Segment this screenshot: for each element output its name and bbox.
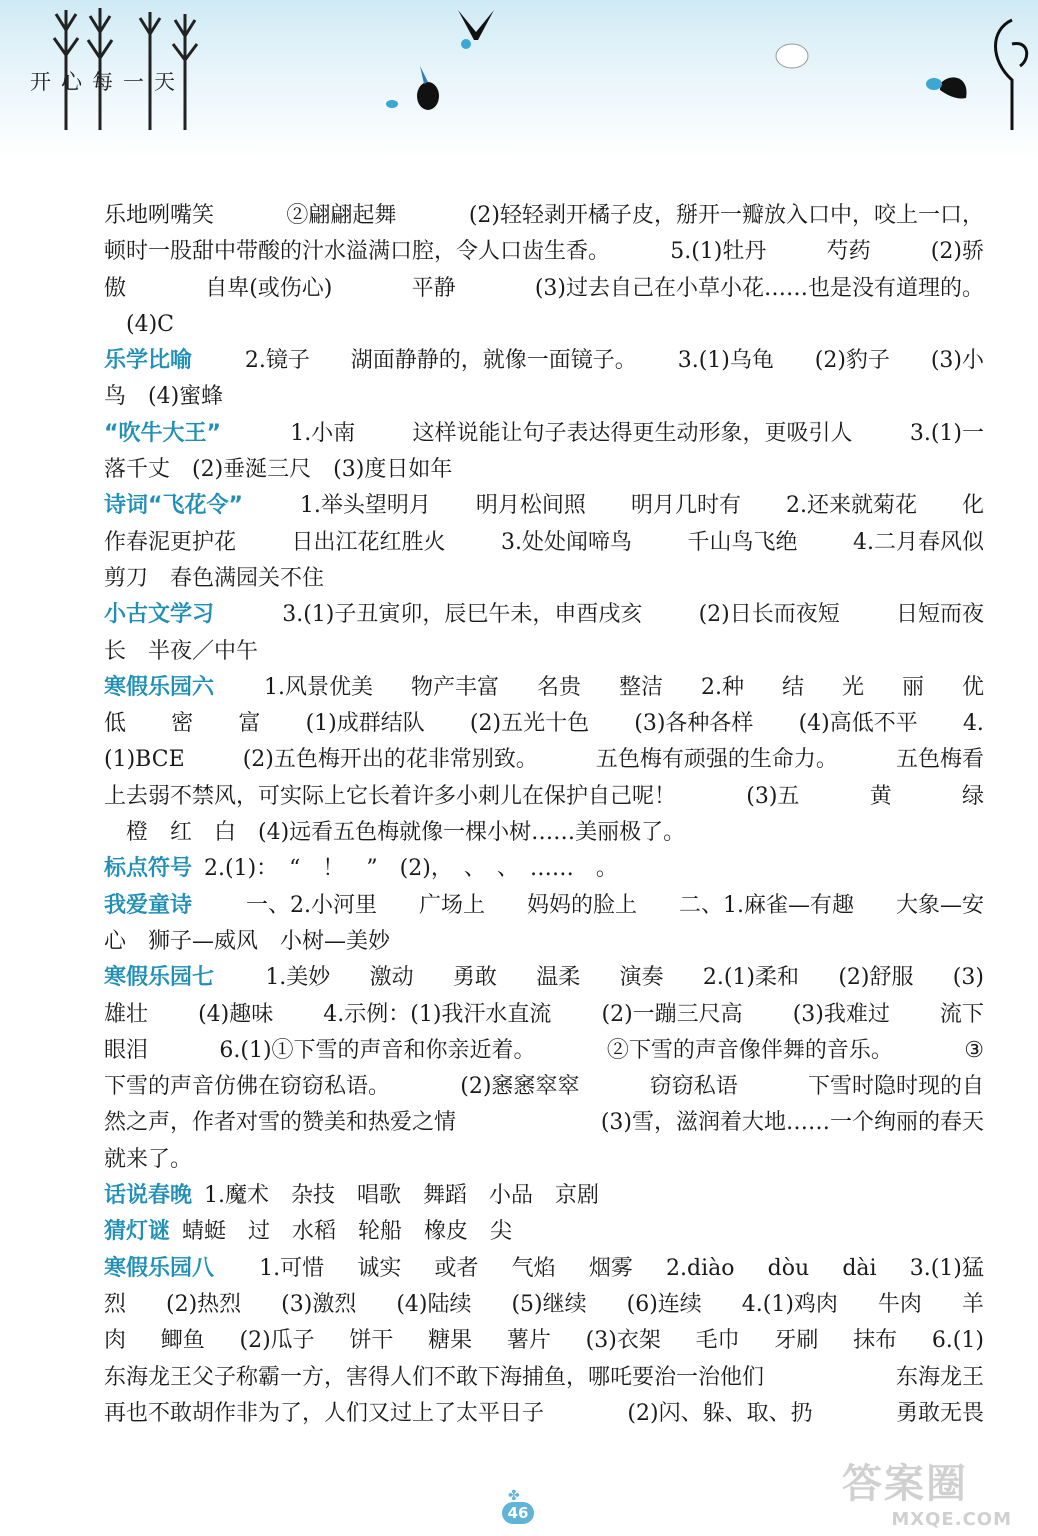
- answer-line-text: 蜻蜓 过 水稻 轮船 橡皮 尖: [182, 1219, 513, 1245]
- answer-line-text: (4)C: [104, 311, 174, 337]
- answer-line: [104, 670, 984, 706]
- answer-line: [104, 634, 984, 670]
- answer-token: (2)一蹦三尺高: [601, 1001, 743, 1027]
- answer-token: 然之声，作者对雪的赞美和热爱之情: [104, 1110, 457, 1136]
- answer-line: [104, 1251, 984, 1287]
- answer-token: (2)豹子: [814, 348, 890, 374]
- answer-token: 烟雾: [588, 1255, 633, 1281]
- answer-token: 流下: [939, 1001, 984, 1027]
- answer-line-text: 长 半夜／中午: [104, 638, 259, 664]
- snowman-icon: [776, 44, 808, 68]
- answer-token: 日出江花红胜火: [291, 529, 446, 555]
- answer-token: 东海龙王父子称霸一方，害得人们不敢下海捕鱼，哪吒要治一治他们: [104, 1364, 765, 1390]
- answer-token: 勇敢: [452, 965, 497, 991]
- section-heading: 寒假乐园七: [104, 965, 215, 991]
- answer-token: 5.(1)牡丹: [670, 239, 767, 265]
- answer-token: 东海龙王: [895, 1364, 984, 1390]
- answer-token: 自卑(或伤心): [205, 275, 333, 301]
- answer-token: 二、1.麻雀—有趣: [678, 892, 854, 918]
- section-heading: “吹牛大王”: [104, 420, 221, 446]
- answer-line: [104, 416, 984, 452]
- answer-token: (3)五: [746, 783, 800, 809]
- answer-line: [104, 597, 984, 633]
- answer-token: (2)闪、躲、取、扔: [627, 1400, 813, 1426]
- answer-token: 五色梅看: [895, 747, 984, 773]
- answer-token: 饼干: [349, 1328, 394, 1354]
- answer-line: [104, 343, 984, 379]
- answer-token: (2)五光十色: [469, 711, 590, 737]
- answer-token: (6)连续: [626, 1291, 702, 1317]
- answer-token: 明月几时有: [630, 493, 741, 519]
- answer-token: (4)高低不平: [798, 711, 918, 737]
- answer-token: (2)日长而夜短: [698, 602, 840, 628]
- answer-line: [104, 742, 984, 778]
- watermark: [842, 1452, 1012, 1530]
- answer-token: 平静: [411, 275, 456, 301]
- answer-token: 湖面静静的，就像一面镜子。: [350, 348, 637, 374]
- answer-token: dòu: [767, 1255, 810, 1281]
- answer-token: (1)成群结队: [305, 711, 425, 737]
- answer-token: 3.(1)乌龟: [677, 348, 774, 374]
- answer-token: 明月松间照: [475, 493, 586, 519]
- answer-line: [104, 960, 984, 996]
- answer-token: 1.举头望明月: [299, 493, 431, 519]
- answer-line: [104, 1396, 984, 1432]
- answer-token: 一、2.小河里: [246, 892, 377, 918]
- answer-line-text: 落千丈 (2)垂涎三尺 (3)度日如年: [104, 457, 453, 483]
- answer-line: [104, 561, 984, 597]
- answer-token: 眼泪: [104, 1037, 149, 1063]
- answer-token: (3)小: [930, 348, 984, 374]
- section-heading: 寒假乐园六: [104, 674, 215, 700]
- answer-line-text: 剪刀 春色满园关不住: [104, 565, 325, 591]
- answer-token: 乐地咧嘴笑: [104, 203, 215, 228]
- answer-line: [104, 1287, 984, 1323]
- rabbit-icon: [386, 66, 439, 110]
- answer-token: 2.镜子: [244, 348, 310, 374]
- answer-token: 丽: [901, 674, 924, 700]
- section-heading: 乐学比喻: [104, 348, 193, 374]
- answer-line-text: 心 狮子—威风 小树—美妙: [104, 928, 391, 954]
- answer-token: 优: [961, 674, 984, 700]
- section-heading: 我爱童诗: [104, 892, 193, 918]
- answer-line: [104, 307, 984, 343]
- answer-token: 牛肉: [877, 1291, 922, 1317]
- section-heading: 猜灯谜: [104, 1219, 171, 1245]
- answer-token: (1)BCE: [104, 747, 185, 773]
- answer-token: 激动: [369, 965, 414, 991]
- answer-token: 富: [238, 711, 261, 737]
- section-heading: 标点符号: [104, 856, 193, 882]
- answer-token: 肉: [104, 1328, 127, 1354]
- answer-token: 光: [841, 674, 864, 700]
- section-heading: 小古文学习: [104, 602, 215, 628]
- answer-line: [104, 452, 984, 488]
- answer-token: 毛巾: [695, 1328, 740, 1354]
- answer-token: (2)轻轻剥开橘子皮，掰开一瓣放入口中，咬上一口，: [468, 203, 984, 228]
- watermark-main: 答案圈: [842, 1461, 968, 1507]
- answer-token: 傲: [104, 275, 127, 301]
- answer-token: (3): [952, 965, 984, 991]
- answer-token: 1.可惜: [259, 1255, 325, 1281]
- answer-token: 3.处处闻啼鸟: [501, 529, 632, 555]
- answer-token: (5)继续: [511, 1291, 587, 1317]
- answer-line: [104, 815, 984, 851]
- answer-line: [104, 1214, 984, 1250]
- answer-token: 广场上: [418, 892, 485, 918]
- answer-line: [104, 997, 984, 1033]
- answer-token: (2)热烈: [166, 1291, 242, 1317]
- answer-token: 4.(1)鸡肉: [741, 1291, 838, 1317]
- answer-line: [104, 379, 984, 415]
- bird-icon: [458, 10, 494, 49]
- answer-token: 下雪的声音仿佛在窃窃私语。: [104, 1074, 391, 1100]
- answer-token: (2)骄: [930, 239, 984, 265]
- section-heading: 诗词“飞花令”: [104, 493, 243, 519]
- answer-token: ②翩翩起舞: [286, 203, 397, 228]
- watermark-sub: MXQE.COM: [891, 1509, 1012, 1530]
- answer-line: [104, 1033, 984, 1069]
- answer-token: 上去弱不禁风，可实际上它长着许多小刺儿在保护自己呢！: [104, 783, 677, 809]
- answer-token: 这样说能让句子表达得更生动形象，更吸引人: [412, 420, 853, 446]
- answer-token: 牙刷: [774, 1328, 819, 1354]
- answer-token: 2.diào: [666, 1255, 735, 1281]
- answer-token: 或者: [434, 1255, 479, 1281]
- section-heading: 寒假乐园八: [104, 1255, 215, 1281]
- answer-line-text: 就来了。: [104, 1146, 193, 1172]
- answer-token: 下雪时隐时现的自: [807, 1074, 984, 1100]
- answer-line: [104, 851, 984, 887]
- answer-token: 2.种: [700, 674, 744, 700]
- answer-token: 雄壮: [104, 1001, 149, 1027]
- answer-token: 绿: [961, 783, 984, 809]
- answer-token: ③: [964, 1037, 984, 1063]
- answer-token: 顿时一股甜中带酸的汁水溢满口腔，令人口齿生香。: [104, 239, 611, 265]
- answer-token: 勇敢无畏: [895, 1400, 984, 1426]
- page-number-label: 46: [502, 1502, 535, 1524]
- header-title: 开心每一天: [30, 70, 185, 94]
- answer-token: 烈: [104, 1291, 127, 1317]
- answer-token: (2)瓜子: [239, 1328, 315, 1354]
- answer-line-text: 2.(1)： “ ！ ” (2)， 、 、 …… 。: [204, 856, 618, 882]
- answer-token: (3)各种各样: [634, 711, 754, 737]
- answer-token: (3)过去自己在小草小花……也是没有道理的。: [534, 275, 984, 301]
- answer-line: [104, 706, 984, 742]
- answer-line: [104, 198, 984, 234]
- answer-line: [104, 1069, 984, 1105]
- answer-token: 3.(1)一: [909, 420, 984, 446]
- answer-token: 薯片: [506, 1328, 551, 1354]
- answer-line: [104, 888, 984, 924]
- answer-token: 千山鸟飞绝: [687, 529, 798, 555]
- answer-token: 4.二月春风似: [852, 529, 984, 555]
- answer-token: 2.(1)柔和: [702, 965, 800, 991]
- answer-token: 6.(1): [931, 1328, 984, 1354]
- answer-token: 日短而夜: [895, 602, 984, 628]
- answer-token: 鲫鱼: [160, 1328, 205, 1354]
- answer-token: 妈妈的脸上: [526, 892, 637, 918]
- answer-token: 温柔: [536, 965, 581, 991]
- answer-token: 1.风景优美: [264, 674, 373, 700]
- answer-line: [104, 488, 984, 524]
- answer-token: 4.示例：(1)我汗水直流: [323, 1001, 552, 1027]
- answer-token: (3)我难过: [792, 1001, 890, 1027]
- answer-token: 气焰: [511, 1255, 556, 1281]
- answer-token: 物产丰富: [410, 674, 499, 700]
- answer-line: [104, 525, 984, 561]
- answer-token: 芍药: [826, 239, 871, 265]
- answer-token: 3.(1)猛: [909, 1255, 984, 1281]
- answer-token: 羊: [961, 1291, 984, 1317]
- answer-line: [104, 1142, 984, 1178]
- answer-token: 再也不敢胡作非为了，人们又过上了太平日子: [104, 1400, 545, 1426]
- answer-line: [104, 271, 984, 307]
- answer-token: 2.还来就菊花: [785, 493, 917, 519]
- answer-token: (3)雪，滋润着大地……一个绚丽的春天: [600, 1110, 984, 1136]
- answer-token: 密: [171, 711, 194, 737]
- answer-line-text: 橙 红 白 (4)远看五色梅就像一棵小树……美丽极了。: [104, 820, 686, 846]
- answer-token: 诚实: [357, 1255, 402, 1281]
- bird-on-branch-icon: [926, 20, 1027, 130]
- answer-token: 演奏: [619, 965, 664, 991]
- answer-line: [104, 924, 984, 960]
- answer-token: 4.: [962, 711, 984, 737]
- page-number: [498, 1488, 538, 1530]
- answer-token: 低: [104, 711, 127, 737]
- answer-token: 黄: [869, 783, 892, 809]
- answer-token: (4)陆续: [396, 1291, 472, 1317]
- answer-content: [104, 198, 984, 1432]
- answer-token: (4)趣味: [198, 1001, 274, 1027]
- answer-token: 名贵: [536, 674, 581, 700]
- answer-token: dài: [842, 1255, 877, 1281]
- answer-token: (3)衣架: [585, 1328, 661, 1354]
- answer-token: (2)五色梅开出的花非常别致。: [242, 747, 538, 773]
- answer-line: [104, 1178, 984, 1214]
- answer-token: 窃窃私语: [649, 1074, 738, 1100]
- answer-line-text: 1.魔术 杂技 唱歌 舞蹈 小品 京剧: [204, 1183, 600, 1209]
- clover-icon: ✤: [508, 1488, 520, 1504]
- answer-token: 抹布: [853, 1328, 898, 1354]
- answer-line: [104, 1105, 984, 1141]
- answer-token: 作春泥更护花: [104, 529, 237, 555]
- answer-token: ②下雪的声音像伴舞的音乐。: [606, 1037, 893, 1063]
- answer-token: 大象—安: [895, 892, 984, 918]
- answer-line: [104, 234, 984, 270]
- answer-token: 整洁: [618, 674, 663, 700]
- answer-token: 3.(1)子丑寅卯，辰巳午未，申酉戌亥: [282, 602, 643, 628]
- answer-token: (2)窸窸窣窣: [460, 1074, 580, 1100]
- answer-token: 结: [781, 674, 804, 700]
- answer-token: 糖果: [428, 1328, 473, 1354]
- answer-line: [104, 1323, 984, 1359]
- answer-token: 1.小南: [290, 420, 356, 446]
- answer-token: 化: [961, 493, 984, 519]
- answer-token: 五色梅有顽强的生命力。: [595, 747, 838, 773]
- answer-token: (2)舒服: [838, 965, 914, 991]
- answer-line: [104, 779, 984, 815]
- answer-line: [104, 1360, 984, 1396]
- answer-line-text: 鸟 (4)蜜蜂: [104, 384, 224, 410]
- answer-token: 1.美妙: [265, 965, 331, 991]
- section-heading: 话说春晚: [104, 1183, 193, 1209]
- answer-token: (3)激烈: [281, 1291, 357, 1317]
- answer-token: 6.(1)①下雪的声音和你亲近着。: [219, 1037, 536, 1063]
